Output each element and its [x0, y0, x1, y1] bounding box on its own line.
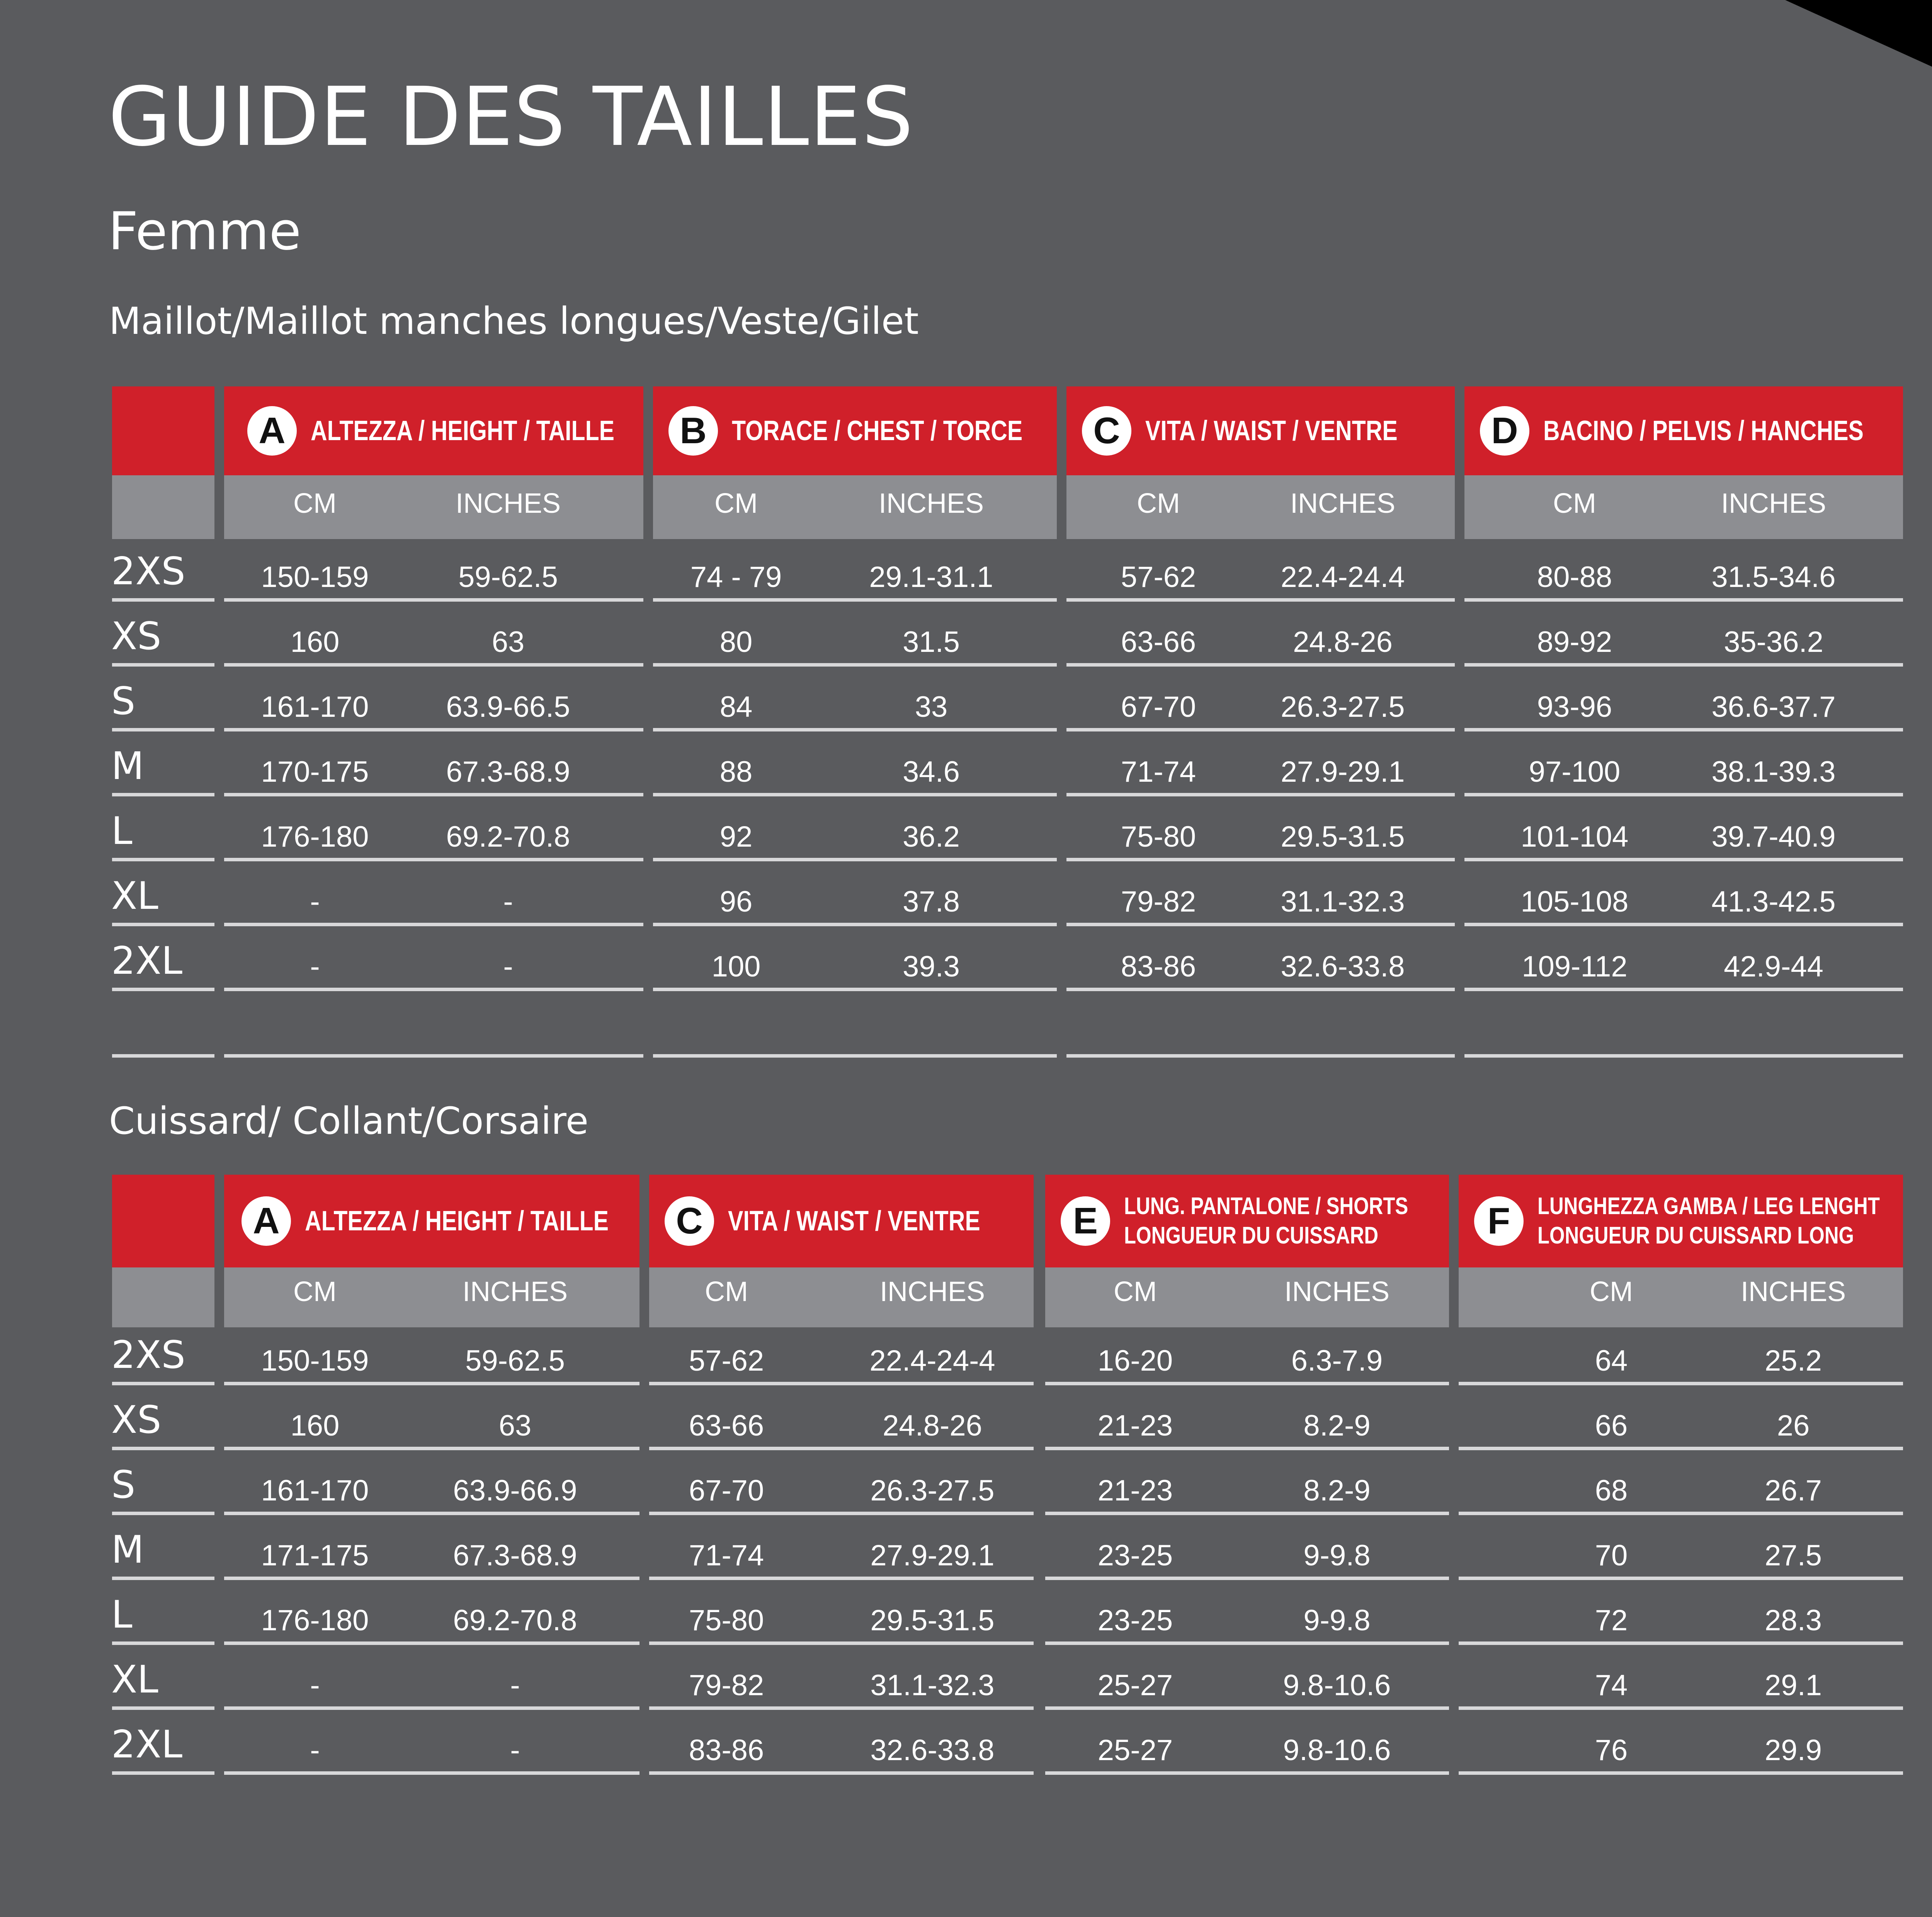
logo-banner	[1785, 0, 1932, 249]
table2-group-f: F LUNGHEZZA GAMBA / LEG LENGHT LONGUEUR DU CUISSARD LONG	[1459, 1175, 1932, 1267]
table2-row-rule	[1459, 1641, 1903, 1645]
table2-group-e: E LUNG. PANTALONE / SHORTS LONGUEUR DU CUISSARD	[1045, 1175, 1471, 1267]
table2-cell: 24.8-26	[883, 1409, 982, 1442]
table1-cell: 24.8-26	[1293, 626, 1393, 658]
table1-row-rule	[653, 728, 1057, 731]
table1-cell: 100	[711, 950, 761, 983]
table1-cell: 69.2-70.8	[446, 820, 570, 853]
table2-row-rule	[649, 1447, 1034, 1450]
table1-row-rule	[224, 598, 643, 602]
table2-cell: 9.8-10.6	[1283, 1734, 1391, 1767]
table2-corner-grey	[112, 1267, 214, 1327]
table2-cell: 26.7	[1765, 1474, 1822, 1507]
table1-cell: 39.3	[903, 950, 960, 983]
table2-row-rule	[112, 1771, 214, 1775]
table1-row-rule	[1066, 988, 1455, 991]
table1-cell: 31.1-32.3	[1281, 885, 1405, 918]
table2-cell: 66	[1595, 1409, 1628, 1442]
table2-cell: 21-23	[1097, 1409, 1173, 1442]
table1-size-label: 2XL	[111, 939, 183, 983]
table2-cell: 161-170	[261, 1474, 369, 1507]
table1-row-rule	[224, 988, 643, 991]
table2-cell: 63	[498, 1409, 532, 1442]
table1-cell: 80-88	[1537, 561, 1612, 594]
table1-row-rule	[653, 988, 1057, 991]
table1-row-rule	[112, 1054, 214, 1058]
table1-row-rule	[653, 858, 1057, 861]
table2-row-rule	[112, 1706, 214, 1710]
table1-unit-cm: CM	[293, 488, 337, 519]
table1-row-rule	[224, 858, 643, 861]
table2-row-rule	[224, 1512, 639, 1515]
table1-cell: -	[503, 885, 513, 918]
table1-cell: 96	[719, 885, 753, 918]
table1-row-rule	[1066, 1054, 1455, 1058]
table2-row-rule	[1045, 1512, 1449, 1515]
table1-row-rule	[112, 923, 214, 926]
table2-cell: 31.1-32.3	[870, 1669, 995, 1702]
table1-size-label: 2XS	[111, 549, 185, 594]
table1-cell: 97-100	[1529, 755, 1621, 788]
table1-cell: 37.8	[903, 885, 960, 918]
table2-cell: 29.5-31.5	[870, 1604, 995, 1637]
table1-cell: 29.1-31.1	[869, 561, 993, 594]
table2-row-rule	[224, 1447, 639, 1450]
table1-row-rule	[1464, 598, 1903, 602]
table2-cell: 171-175	[261, 1539, 369, 1572]
table2-row-rule	[1459, 1706, 1903, 1710]
table1-cell: 57-62	[1121, 561, 1196, 594]
table1-cell: 71-74	[1121, 755, 1196, 788]
table2-row-rule	[112, 1641, 214, 1645]
table1-cell: 105-108	[1520, 885, 1629, 918]
table1-row-rule	[224, 728, 643, 731]
table2-cell: 67-70	[689, 1474, 764, 1507]
table1-cell: 39.7-40.9	[1711, 820, 1836, 853]
table1-unit-cm: CM	[1553, 488, 1596, 519]
table2-row-rule	[224, 1382, 639, 1385]
table1-cell: 79-82	[1121, 885, 1196, 918]
table1-row-rule	[1464, 1054, 1903, 1058]
table2-unit-cm: CM	[1114, 1276, 1157, 1307]
table1-cell: 80	[719, 626, 753, 658]
table1-cell: 36.2	[903, 820, 960, 853]
table2-row-rule	[1459, 1577, 1903, 1580]
table1-cell: 92	[719, 820, 753, 853]
table2-cell: 68	[1595, 1474, 1628, 1507]
table2-cell: 8.2-9	[1303, 1409, 1371, 1442]
table1-cell: 75-80	[1121, 820, 1196, 853]
table2-row-rule	[1045, 1382, 1449, 1385]
table2-unit-cm: CM	[1590, 1276, 1633, 1307]
table1-cell: 63	[492, 626, 525, 658]
table1-row-rule	[653, 1054, 1057, 1058]
table1-row-rule	[1464, 728, 1903, 731]
table2-size-label: L	[111, 1593, 133, 1637]
table1-cell: 67.3-68.9	[446, 755, 570, 788]
table1-cell: -	[310, 950, 320, 983]
table2-cell: 25.2	[1765, 1344, 1822, 1377]
table1-unit-cm: CM	[1137, 488, 1180, 519]
table1-cell: 29.5-31.5	[1281, 820, 1405, 853]
table1-unit-inches: INCHES	[455, 488, 561, 519]
table2-cell: 16-20	[1097, 1344, 1173, 1377]
table1-row-rule	[224, 923, 643, 926]
table1-size-label: XS	[111, 614, 162, 658]
table2-cell: -	[310, 1734, 320, 1767]
table2-corner-red	[112, 1175, 214, 1267]
table1-cell: 84	[719, 691, 753, 723]
table1-cell: 31.5-34.6	[1711, 561, 1836, 594]
table2-cell: 9-9.8	[1303, 1539, 1371, 1572]
table1-unit-cm: CM	[714, 488, 758, 519]
table1-group-b: B TORACE / CHEST / TORCE	[653, 386, 1086, 475]
table1-row-rule	[1464, 663, 1903, 667]
table2-cell: 69.2-70.8	[453, 1604, 577, 1637]
table1-row-rule	[1066, 923, 1455, 926]
table2-unit-inches: INCHES	[1740, 1276, 1846, 1307]
table2-cell: 57-62	[689, 1344, 764, 1377]
table2-cell: 74	[1595, 1669, 1628, 1702]
table2-size-label: XS	[111, 1398, 162, 1442]
table2-cell: 26.3-27.5	[870, 1474, 995, 1507]
table2-row-rule	[224, 1641, 639, 1645]
table2-unit-inches: INCHES	[879, 1276, 985, 1307]
table2-row-rule	[649, 1771, 1034, 1775]
table1-unit-inches: INCHES	[1721, 488, 1827, 519]
table2-cell: 63.9-66.9	[453, 1474, 577, 1507]
table2-cell: 71-74	[689, 1539, 764, 1572]
table1-cell: 88	[719, 755, 753, 788]
table2-cell: -	[310, 1669, 320, 1702]
table1-row-rule	[1066, 793, 1455, 796]
table2-row-rule	[224, 1577, 639, 1580]
table1-row-rule	[1066, 858, 1455, 861]
table2-cell: 23-25	[1097, 1604, 1173, 1637]
table1-size-label: L	[111, 809, 133, 853]
table1-row-rule	[112, 793, 214, 796]
table2-row-rule	[112, 1447, 214, 1450]
table2-row-rule	[1459, 1447, 1903, 1450]
table2-cell: 27.9-29.1	[870, 1539, 995, 1572]
table2-row-rule	[649, 1382, 1034, 1385]
table1-cell: 32.6-33.8	[1281, 950, 1405, 983]
table1-row-rule	[224, 793, 643, 796]
table1-row-rule	[1464, 858, 1903, 861]
table2-cell: 83-86	[689, 1734, 764, 1767]
table2-row-rule	[649, 1512, 1034, 1515]
table1-cell: 31.5	[903, 626, 960, 658]
table1-cell: 161-170	[261, 691, 369, 723]
table2-size-label: 2XL	[111, 1723, 183, 1767]
table1-cell: 176-180	[261, 820, 369, 853]
table2-row-rule	[1045, 1447, 1449, 1450]
table2-cell: 150-159	[261, 1344, 369, 1377]
table2-cell: -	[510, 1734, 520, 1767]
table2-unit-inches: INCHES	[462, 1276, 568, 1307]
table2-cell: 75-80	[689, 1604, 764, 1637]
page-title: GUIDE DES TAILLES	[108, 70, 914, 164]
table1-cell: 22.4-24.4	[1281, 561, 1405, 594]
table2-cell: 25-27	[1097, 1734, 1173, 1767]
table1-row-rule	[1066, 598, 1455, 602]
table1-cell: 170-175	[261, 755, 369, 788]
table2-row-rule	[649, 1706, 1034, 1710]
table2-row-rule	[649, 1577, 1034, 1580]
table1-unit-inches: INCHES	[1290, 488, 1396, 519]
table2-cell: 79-82	[689, 1669, 764, 1702]
table2-cell: 22.4-24-4	[869, 1344, 995, 1377]
table2-row-rule	[224, 1706, 639, 1710]
table2-row-rule	[1459, 1512, 1903, 1515]
table2-row-rule	[112, 1577, 214, 1580]
table1-cell: 83-86	[1121, 950, 1196, 983]
table2-cell: 9.8-10.6	[1283, 1669, 1391, 1702]
table1-group-a: A ALTEZZA / HEIGHT / TAILLE	[224, 386, 681, 475]
table1-size-label: S	[111, 679, 136, 723]
table2-cell: 25-27	[1097, 1669, 1173, 1702]
table2-cell: 160	[290, 1409, 340, 1442]
table2-unit-cm: CM	[293, 1276, 337, 1307]
table1-cell: 63-66	[1121, 626, 1196, 658]
table2-row-rule	[649, 1641, 1034, 1645]
table2-row-rule	[1045, 1771, 1449, 1775]
table1-group-d: D BACINO / PELVIS / HANCHES	[1464, 386, 1932, 475]
table2-row-rule	[224, 1771, 639, 1775]
table2-cell: 29.9	[1765, 1734, 1822, 1767]
table2-size-label: S	[111, 1463, 136, 1507]
table2-row-rule	[1459, 1382, 1903, 1385]
table1-unit-inches: INCHES	[878, 488, 984, 519]
table2-cell: 70	[1595, 1539, 1628, 1572]
table1-cell: 41.3-42.5	[1711, 885, 1836, 918]
table2-group-a: A ALTEZZA / HEIGHT / TAILLE	[224, 1175, 675, 1267]
table2-cell: 59-62.5	[465, 1344, 565, 1377]
table1-cell: 26.3-27.5	[1281, 691, 1405, 723]
table2-cell: 9-9.8	[1303, 1604, 1371, 1637]
table1-row-rule	[653, 663, 1057, 667]
table2-cell: 72	[1595, 1604, 1628, 1637]
table2-row-rule	[1045, 1706, 1449, 1710]
table1-row-rule	[1066, 663, 1455, 667]
table2-cell: 26	[1777, 1409, 1810, 1442]
table1-cell: 59-62.5	[458, 561, 558, 594]
table2-title: Cuissard/ Collant/Corsaire	[109, 1099, 588, 1143]
table2-row-rule	[1045, 1577, 1449, 1580]
table1-row-rule	[653, 598, 1057, 602]
table1-cell: 35-36.2	[1724, 626, 1823, 658]
table1-group-c: C VITA / WAIST / VENTRE	[1066, 386, 1453, 475]
table1-row-rule	[1464, 923, 1903, 926]
page-subtitle: Femme	[108, 201, 301, 262]
table2-cell: 23-25	[1097, 1539, 1173, 1572]
table2-cell: 8.2-9	[1303, 1474, 1371, 1507]
table2-cell: -	[510, 1669, 520, 1702]
table1-row-rule	[1464, 988, 1903, 991]
table1-size-label: M	[111, 744, 144, 788]
table2-cell: 27.5	[1765, 1539, 1822, 1572]
table2-cell: 76	[1595, 1734, 1628, 1767]
table1-row-rule	[653, 793, 1057, 796]
table2-size-label: XL	[111, 1658, 158, 1702]
table1-cell: 63.9-66.5	[446, 691, 570, 723]
table2-cell: 28.3	[1765, 1604, 1822, 1637]
table2-cell: 6.3-7.9	[1291, 1344, 1383, 1377]
table2-row-rule	[1459, 1771, 1903, 1775]
table1-cell: 74 - 79	[690, 561, 782, 594]
table1-cell: -	[310, 885, 320, 918]
table1-row-rule	[112, 663, 214, 667]
table2-cell: 29.1	[1765, 1669, 1822, 1702]
table1-row-rule	[112, 858, 214, 861]
table1-cell: 42.9-44	[1724, 950, 1823, 983]
table1-cell: 89-92	[1537, 626, 1612, 658]
table1-corner-red	[112, 386, 214, 475]
table1-row-rule	[224, 1054, 643, 1058]
table1-row-rule	[112, 598, 214, 602]
table1-title: Maillot/Maillot manches longues/Veste/Gilet	[109, 299, 919, 343]
table1-cell: 34.6	[903, 755, 960, 788]
table1-row-rule	[1464, 793, 1903, 796]
table2-cell: 21-23	[1097, 1474, 1173, 1507]
table1-cell: -	[503, 950, 513, 983]
table1-cell: 33	[915, 691, 948, 723]
table1-row-rule	[653, 923, 1057, 926]
table1-cell: 93-96	[1537, 691, 1612, 723]
table1-cell: 109-112	[1522, 950, 1628, 983]
table1-cell: 150-159	[261, 561, 369, 594]
table2-cell: 63-66	[689, 1409, 764, 1442]
table2-size-label: M	[111, 1528, 144, 1572]
table2-row-rule	[112, 1382, 214, 1385]
table2-row-rule	[1045, 1641, 1449, 1645]
table1-row-rule	[1066, 728, 1455, 731]
table2-unit-inches: INCHES	[1284, 1276, 1390, 1307]
table1-cell: 160	[290, 626, 340, 658]
table2-cell: 32.6-33.8	[870, 1734, 995, 1767]
table2-unit-cm: CM	[705, 1276, 748, 1307]
table1-cell: 67-70	[1121, 691, 1196, 723]
table1-size-label: XL	[111, 874, 158, 918]
table2-cell: 64	[1595, 1344, 1628, 1377]
table2-row-rule	[112, 1512, 214, 1515]
table1-row-rule	[224, 663, 643, 667]
table1-cell: 101-104	[1520, 820, 1629, 853]
table1-corner-grey	[112, 475, 214, 539]
table1-cell: 36.6-37.7	[1711, 691, 1836, 723]
table1-row-rule	[112, 988, 214, 991]
table2-group-c: C VITA / WAIST / VENTRE	[649, 1175, 1036, 1267]
table1-cell: 27.9-29.1	[1281, 755, 1405, 788]
table1-row-rule	[112, 728, 214, 731]
table2-cell: 176-180	[261, 1604, 369, 1637]
table2-cell: 67.3-68.9	[453, 1539, 577, 1572]
table1-cell: 38.1-39.3	[1711, 755, 1836, 788]
table2-size-label: 2XS	[111, 1333, 185, 1377]
